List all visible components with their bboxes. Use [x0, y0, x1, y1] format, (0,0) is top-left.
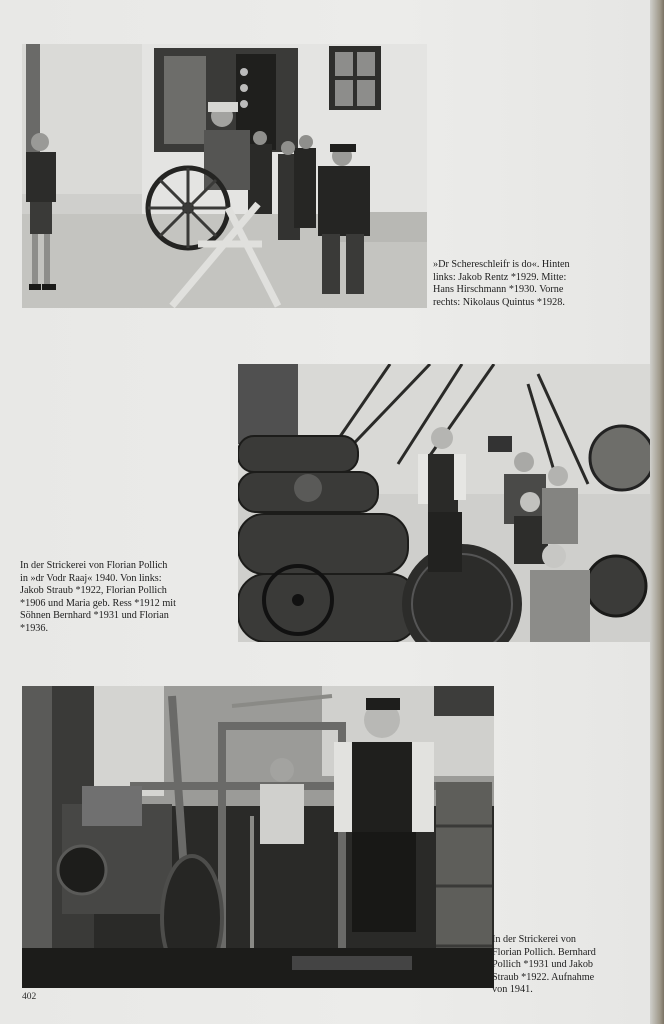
caption-line: links: Jakob Rentz *1929. Mitte: [433, 271, 567, 283]
photo-knitting-mill-workshop-image [22, 686, 494, 988]
caption-line: Pollich *1931 und Jakob [492, 959, 594, 971]
caption-line: rechts: Nikolaus Quintus *1928. [433, 296, 565, 308]
caption-line: In der Strickerei von Florian Pollich [20, 560, 168, 571]
caption-line: Jakob Straub *1922, Florian Pollich [20, 585, 167, 597]
caption-line: In der Strickerei von [492, 934, 577, 945]
caption-line: Straub *1922. Aufnahme [492, 971, 595, 983]
caption-line: von 1941. [492, 984, 533, 996]
caption-knitting-mill-family [20, 560, 176, 636]
caption-line: Hans Hirschmann *1930. Vorne [433, 284, 564, 296]
caption-line: *1936. [20, 622, 49, 634]
caption-knife-grinder [433, 259, 570, 309]
photo-knitting-mill-workshop [22, 686, 494, 988]
caption-line: *1906 und Maria geb. Ress *1912 mit [20, 597, 176, 609]
photo-knitting-mill-family [238, 364, 654, 642]
caption-knitting-mill-workshop [492, 934, 596, 997]
caption-line: in »dr Vodr Raaj« 1940. Von links: [20, 572, 162, 584]
photo-knife-grinder-image [22, 44, 427, 308]
caption-line: Florian Pollich. Bernhard [492, 946, 596, 958]
caption-line: »Dr Schereschleifr is do«. Hinten [433, 259, 570, 270]
page-number: 402 [22, 992, 37, 1002]
photo-knife-grinder [22, 44, 427, 308]
caption-line: Söhnen Bernhard *1931 und Florian [20, 610, 169, 622]
photo-knitting-mill-family-image [238, 364, 654, 642]
book-page-edge [650, 0, 664, 1024]
